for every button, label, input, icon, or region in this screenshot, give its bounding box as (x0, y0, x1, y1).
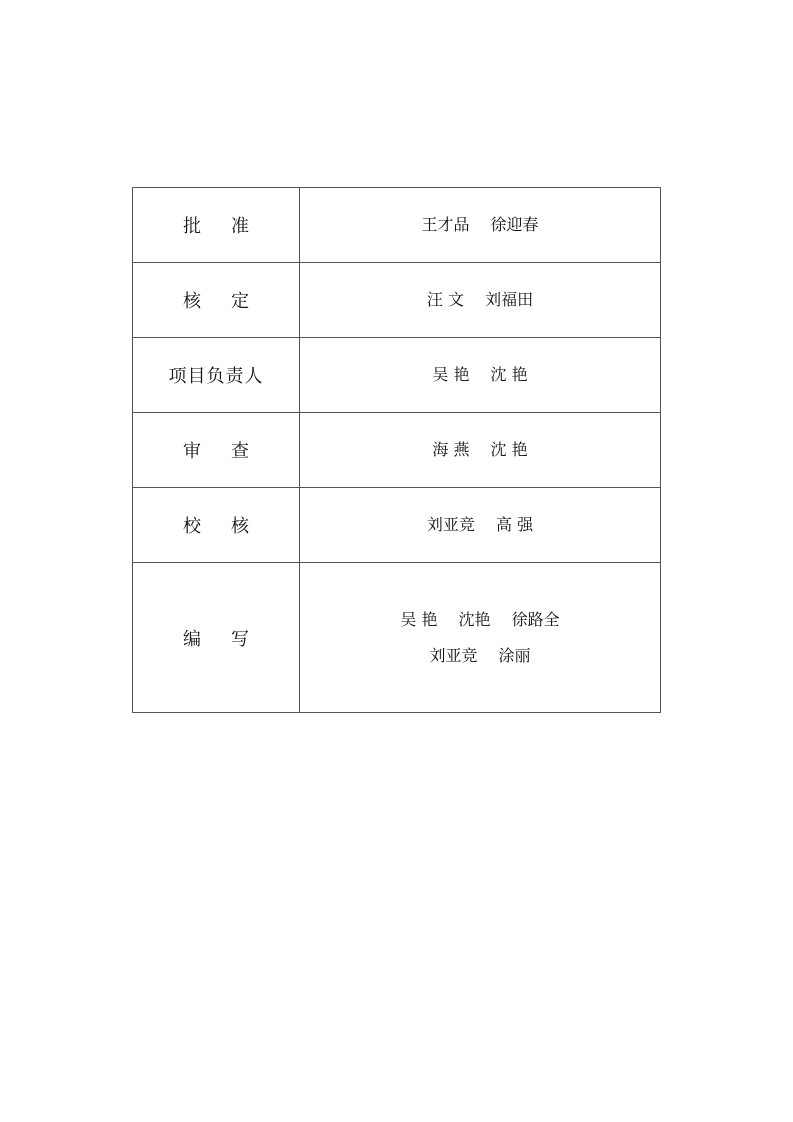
names-cell-author (300, 563, 661, 713)
role-cell-project-lead (133, 338, 300, 413)
names-cell-approve (300, 188, 661, 263)
row-proofread (133, 488, 661, 563)
row-review (133, 413, 661, 488)
role-label-project-lead: 项目负责人 (168, 366, 264, 387)
row-project-lead (133, 338, 661, 413)
role-cell-author (133, 563, 300, 713)
role-label-author: 编 写 (183, 628, 249, 650)
role-label-verify: 核 定 (183, 291, 249, 312)
role-cell-review (133, 413, 300, 488)
row-verify (133, 263, 661, 338)
role-label-review: 审 查 (183, 441, 249, 462)
names-author-line-2: 刘亚竞 涂丽 (429, 645, 531, 665)
row-author (133, 563, 661, 713)
names-cell-review (300, 413, 661, 488)
names-review: 海 燕 沈 艳 (432, 440, 528, 459)
role-cell-proofread (133, 488, 300, 563)
names-cell-proofread (300, 488, 661, 563)
role-label-approve: 批 准 (183, 216, 249, 237)
names-proofread: 刘亚竞 高 强 (426, 515, 534, 534)
names-approve: 王才品 徐迎春 (421, 215, 539, 234)
role-cell-approve (133, 188, 300, 263)
names-project-lead: 吴 艳 沈 艳 (432, 365, 528, 384)
names-cell-project-lead (300, 338, 661, 413)
names-cell-verify (300, 263, 661, 338)
names-author-line-1: 吴 艳 沈艳 徐路全 (400, 609, 560, 629)
names-verify: 汪 文 刘福田 (426, 290, 534, 309)
row-approve (133, 188, 661, 263)
approval-signature-table (132, 187, 661, 713)
role-label-proofread: 校 核 (183, 516, 249, 537)
role-cell-verify (133, 263, 300, 338)
